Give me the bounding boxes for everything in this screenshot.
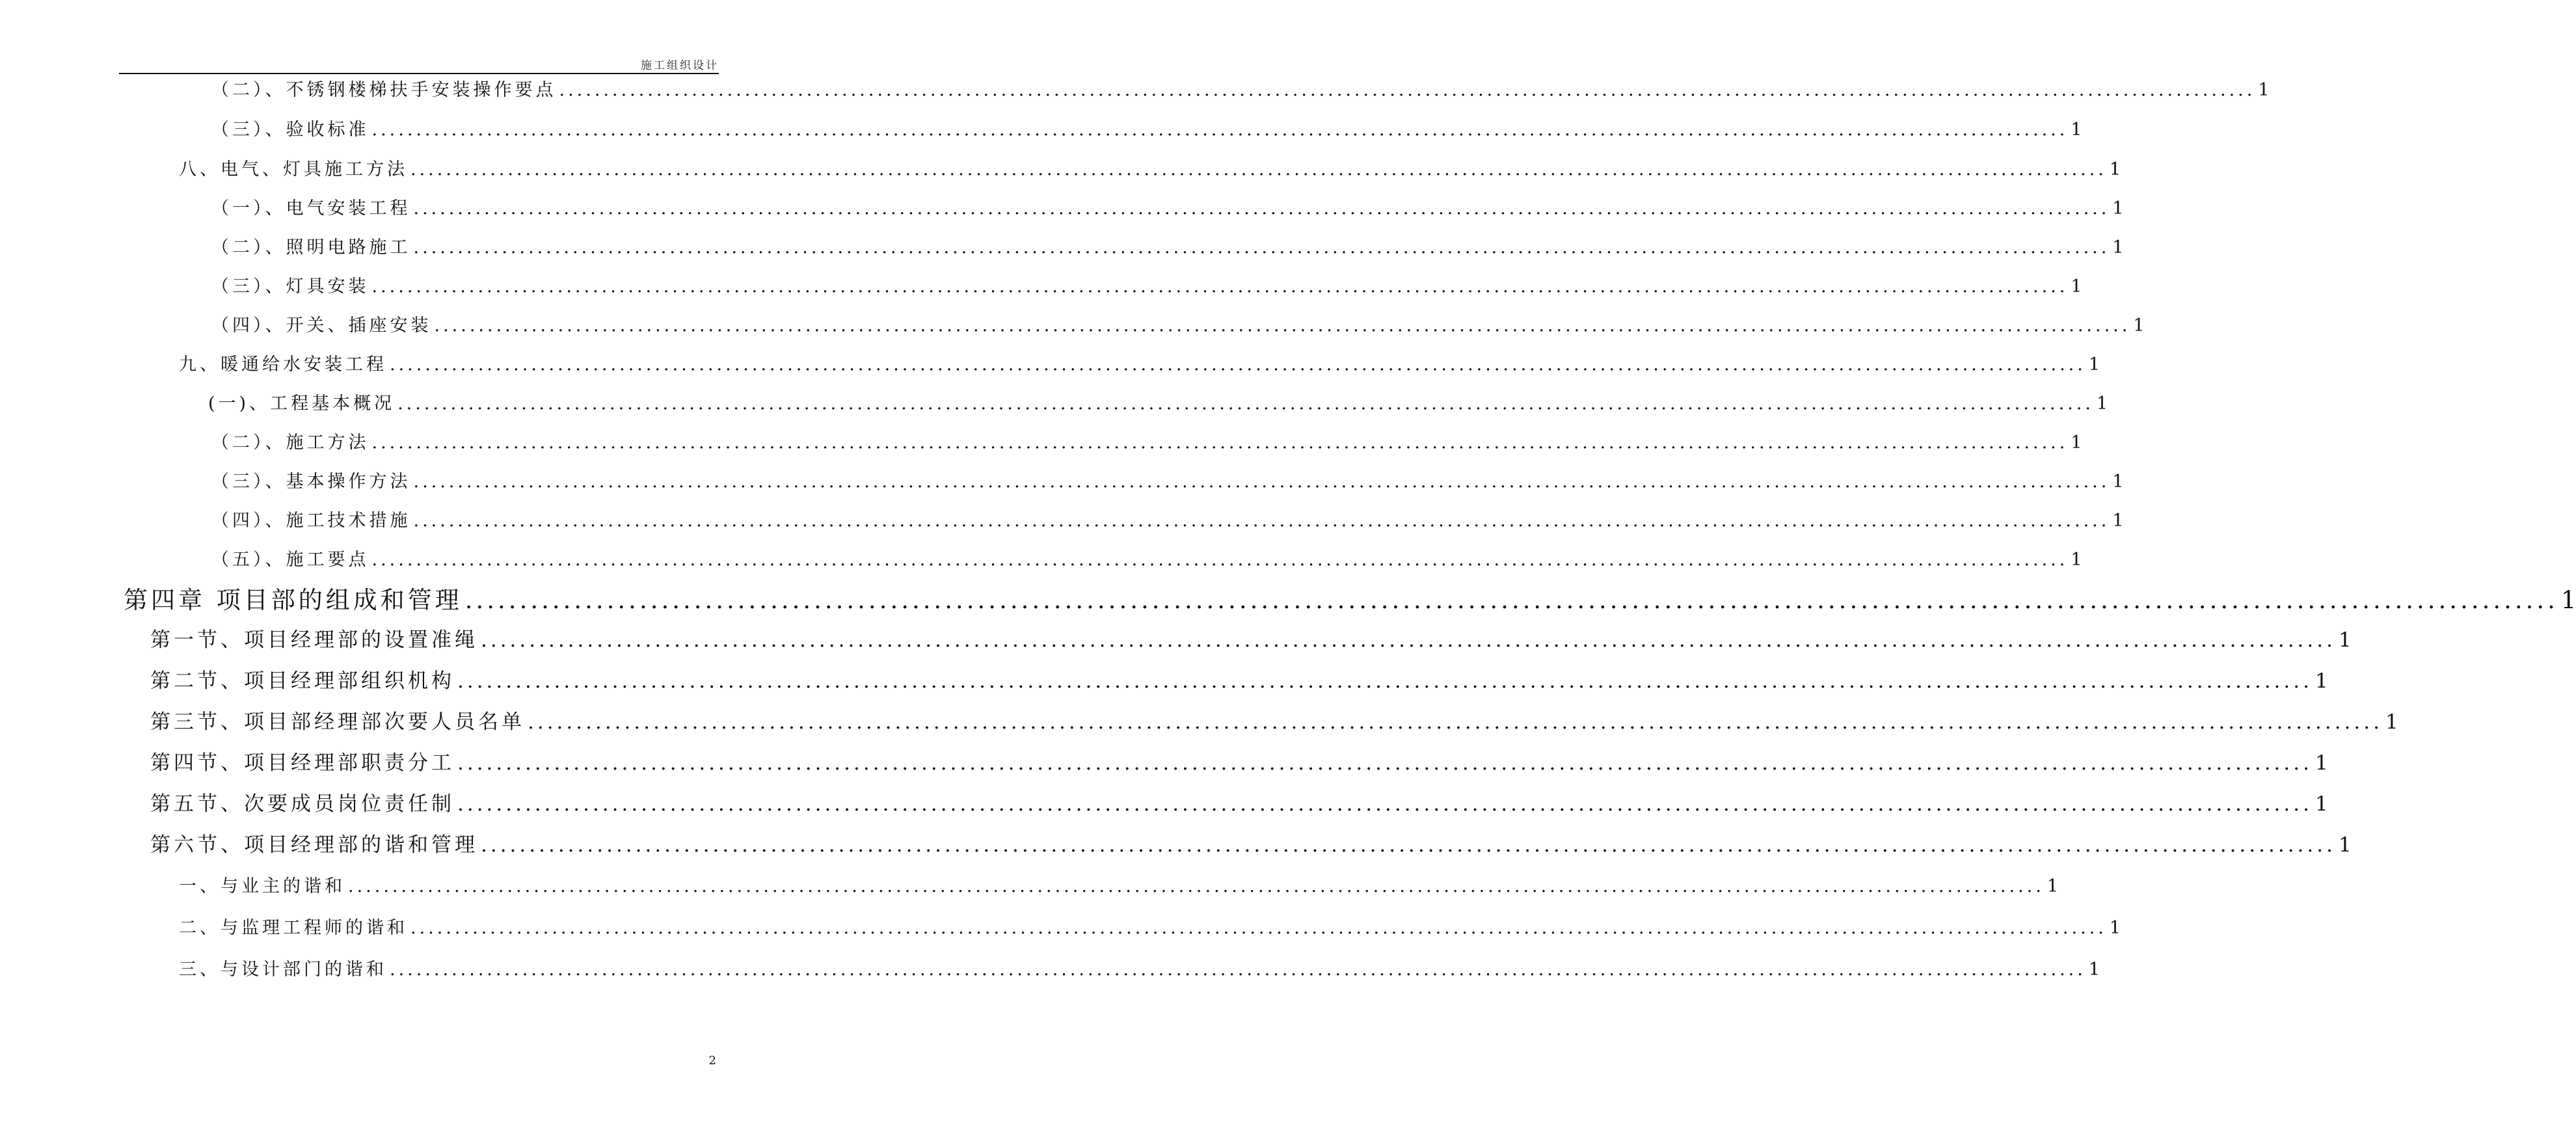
toc-leader: ................................................................................................................................................................................................ [410,159,2107,180]
toc-entry-page: 1 [2096,394,2108,414]
toc-section-entry[interactable] [150,746,2328,775]
toc-entry-page: 1 [2071,550,2082,570]
toc-leader: ................................................................................................................................................................................................ [371,433,2069,453]
toc-entry-page: 1 [2385,710,2398,734]
toc-leader: ................................................................................................................................................................................................ [371,550,2069,570]
toc-entry-title: （三）、基本操作方法 [211,472,411,492]
toc-entry-title: 第六节、项目经理部的谐和管理 [150,833,478,857]
toc-entry-title: 第二节、项目经理部组织机构 [150,669,455,693]
toc-leader: ................................................................................................................................................................................................ [390,355,2086,375]
toc-entry[interactable] [211,428,2082,454]
toc-leader: ................................................................................................................................................................................................ [413,472,2110,492]
toc-entry-title: 第一节、项目经理部的设置准绳 [150,628,478,652]
toc-section-entry[interactable] [150,787,2328,816]
toc-entry-title: （四）、开关、插座安装 [211,315,432,336]
toc-section-entry[interactable] [150,623,2352,652]
toc-entry-title: （三）、灯具安装 [211,276,369,297]
toc-entry[interactable] [208,389,2108,415]
toc-entry-page: 1 [2112,198,2124,219]
toc-entry[interactable] [179,350,2100,376]
toc-entry[interactable] [211,194,2124,220]
toc-leader: ................................................................................................................................................................................................ [413,511,2110,531]
toc-leader: ................................................................................................................................................................................................ [413,198,2110,219]
toc-leader: ................................................................................................................................................................................................ [348,876,2045,896]
toc-entry-title: 三、与设计部门的谐和 [179,960,387,980]
toc-entry-title: 第四章 项目部的组成和管理 [124,586,463,614]
toc-entry-title: （二）、施工方法 [211,433,369,453]
toc-entry-page: 1 [2112,472,2124,492]
toc-entry-title: （四）、施工技术措施 [211,511,411,531]
toc-leader: ................................................................................................................................................................................................ [481,628,2336,652]
toc-entry[interactable] [211,233,2124,259]
toc-section-entry[interactable] [150,664,2328,693]
toc-entry-title: （二）、照明电路施工 [211,237,411,258]
toc-entry-title: 二、与监理工程师的谐和 [179,918,408,938]
toc-entry[interactable] [179,155,2121,181]
page-number: 2 [708,1054,716,1067]
toc-entry[interactable] [211,272,2082,298]
toc-entry-page: 1 [2112,511,2124,531]
toc-entry-title: 八、电气、灯具施工方法 [179,159,408,180]
toc-entry-title: (一)、工程基本概况 [208,394,396,414]
toc-entry-page: 1 [2314,792,2328,816]
toc-entry-page: 1 [2071,120,2082,140]
toc-entry[interactable] [179,872,2059,898]
toc-leader: ................................................................................................................................................................................................ [481,833,2336,857]
toc-leader: ................................................................................................................................................................................................ [457,751,2313,775]
toc-entry-page: 1 [2338,833,2352,857]
toc-entry-title: （二）、不锈钢楼梯扶手安装操作要点 [211,80,557,100]
toc-entry-page: 1 [2560,586,2576,614]
toc-entry-page: 1 [2338,628,2352,652]
toc-entry[interactable] [211,115,2082,141]
toc-entry-title: 第三节、项目部经理部次要人员名单 [150,710,525,734]
toc-entry-title: （一）、电气安装工程 [211,198,411,219]
toc-leader: ................................................................................................................................................................................................ [410,918,2107,938]
toc-leader: ................................................................................................................................................................................................ [371,276,2069,297]
toc-entry[interactable] [179,913,2121,939]
toc-entry-page: 1 [2071,433,2082,453]
toc-section-entry[interactable] [150,828,2352,857]
toc-entry[interactable] [211,75,2270,101]
toc-entry-page: 1 [2112,237,2124,258]
toc-leader: ................................................................................................................................................................................................ [371,120,2069,140]
toc-chapter-entry[interactable] [124,580,2576,614]
toc-entry[interactable] [211,506,2124,532]
toc-leader: ................................................................................................................................................................................................ [434,315,2131,336]
toc-leader: ................................................................................................................................................................................................ [397,394,2094,414]
toc-section-entry[interactable] [150,705,2398,734]
toc-entry-page: 1 [2071,276,2082,297]
toc-entry-page: 1 [2133,315,2145,336]
toc-entry[interactable] [179,955,2100,981]
toc-leader: ................................................................................................................................................................................................ [464,586,2558,614]
toc-entry-page: 1 [2109,918,2121,938]
toc-entry-page: 1 [2109,159,2121,180]
toc-leader: ................................................................................................................................................................................................ [457,669,2313,693]
toc-leader: ................................................................................................................................................................................................ [528,710,2383,734]
toc-entry-title: 九、暖通给水安装工程 [179,355,387,375]
toc-entry[interactable] [211,311,2145,337]
toc-entry-page: 1 [2046,876,2059,896]
toc-entry-title: （五）、施工要点 [211,550,369,570]
toc-leader: ................................................................................................................................................................................................ [559,80,2256,100]
toc-entry-page: 1 [2088,355,2100,375]
toc-entry-page: 1 [2314,751,2328,775]
toc-leader: ................................................................................................................................................................................................ [390,960,2086,980]
toc-entry-page: 1 [2314,669,2328,693]
toc-entry-title: （三）、验收标准 [211,120,369,140]
toc-entry-page: 1 [2258,80,2270,100]
header-title: 施工组织设计 [641,59,719,72]
toc-leader: ................................................................................................................................................................................................ [413,237,2110,258]
toc-entry[interactable] [211,545,2082,571]
toc-entry-title: 第五节、次要成员岗位责任制 [150,792,455,816]
toc-entry-page: 1 [2088,960,2100,980]
toc-entry[interactable] [211,467,2124,493]
toc-leader: ................................................................................................................................................................................................ [457,792,2313,816]
toc-entry-title: 一、与业主的谐和 [179,876,345,896]
toc-entry-title: 第四节、项目经理部职责分工 [150,751,455,775]
